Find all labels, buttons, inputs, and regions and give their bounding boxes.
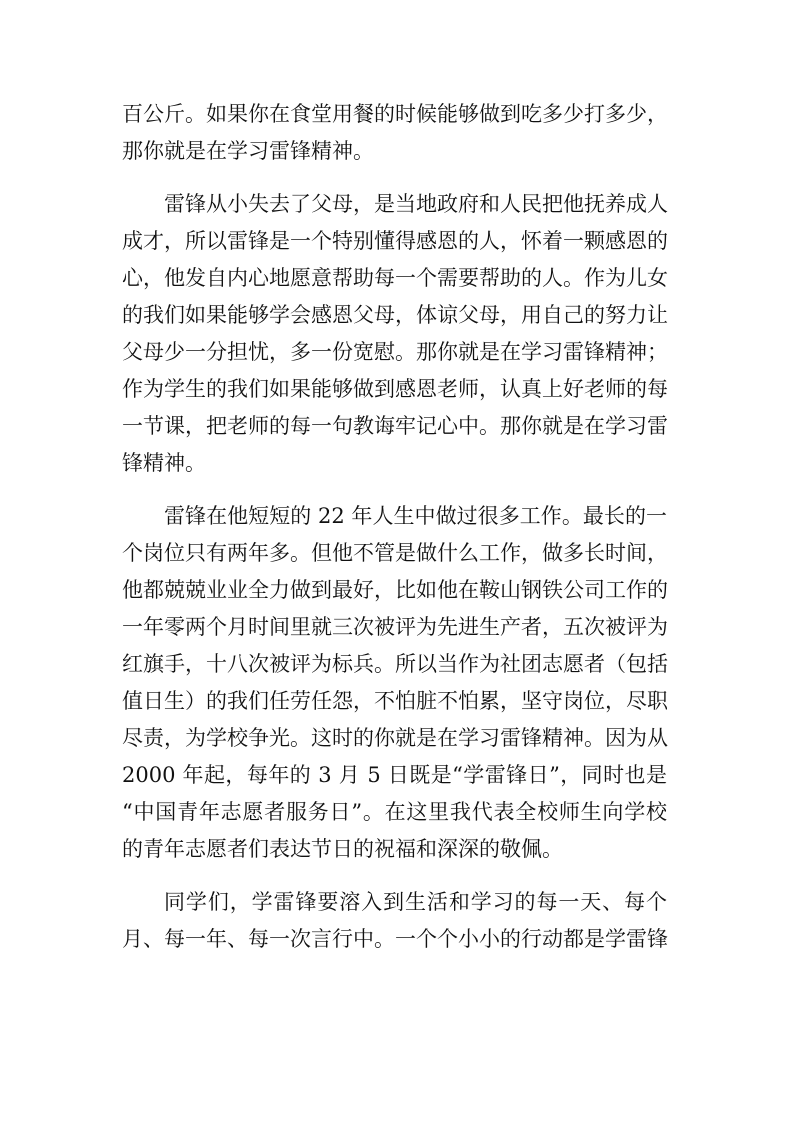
text-line: 作为学生的我们如果能够做到感恩老师，认真上好老师的每 bbox=[122, 377, 668, 401]
text-line: 值日生）的我们任劳任怨，不怕脏不怕累，坚守岗位，尽职 bbox=[122, 689, 668, 713]
text-line: 月、每一年、每一次言行中。一个个小小的行动都是学雷锋 bbox=[122, 927, 668, 951]
text-line: 雷锋从小失去了父母，是当地政府和人民把他抚养成人 bbox=[164, 192, 668, 216]
text-line: 个岗位只有两年多。但他不管是做什么工作，做多长时间， bbox=[122, 541, 668, 565]
paragraph-spacer bbox=[122, 482, 667, 498]
text-line: 红旗手，十八次被评为标兵。所以当作为社团志愿者（包括 bbox=[122, 652, 668, 676]
text-line: “中国青年志愿者服务日”。在这里我代表全校师生向学校 bbox=[122, 800, 667, 824]
text-line: 的我们如果能够学会感恩父母，体谅父母，用自己的努力让 bbox=[122, 303, 668, 327]
text-line: 那你就是在学习雷锋精神。 bbox=[122, 139, 374, 163]
text-line: 心，他发自内心地愿意帮助每一个需要帮助的人。作为儿女 bbox=[122, 266, 668, 290]
paragraph bbox=[122, 884, 667, 958]
paragraph bbox=[122, 96, 667, 170]
text-line: 锋精神。 bbox=[122, 451, 206, 475]
text-line: 雷锋在他短短的 22 年人生中做过很多工作。最长的一 bbox=[164, 504, 667, 528]
text-line: 父母少一分担忧，多一份宽慰。那你就是在学习雷锋精神； bbox=[122, 340, 668, 364]
text-line: 2000 年起，每年的 3 月 5 日既是“学雷锋日”，同时也是 bbox=[122, 763, 667, 787]
paragraph bbox=[122, 186, 667, 482]
text-line: 一年零两个月时间里就三次被评为先进生产者，五次被评为 bbox=[122, 615, 668, 639]
text-line: 的青年志愿者们表达节日的祝福和深深的敬佩。 bbox=[122, 837, 563, 861]
paragraph-spacer bbox=[122, 170, 667, 186]
text-line: 他都兢兢业业全力做到最好，比如他在鞍山钢铁公司工作的 bbox=[122, 578, 668, 602]
text-line: 百公斤。如果你在食堂用餐的时候能够做到吃多少打多少， bbox=[122, 102, 668, 126]
paragraph-spacer bbox=[122, 868, 667, 884]
text-line: 尽责，为学校争光。这时的你就是在学习雷锋精神。因为从 bbox=[122, 726, 668, 750]
document-body bbox=[122, 96, 667, 958]
text-line: 一节课，把老师的每一句教诲牢记心中。那你就是在学习雷 bbox=[122, 414, 668, 438]
text-line: 成才，所以雷锋是一个特别懂得感恩的人，怀着一颗感恩的 bbox=[122, 229, 668, 253]
paragraph bbox=[122, 498, 667, 868]
text-line: 同学们，学雷锋要溶入到生活和学习的每一天、每个 bbox=[164, 890, 667, 914]
